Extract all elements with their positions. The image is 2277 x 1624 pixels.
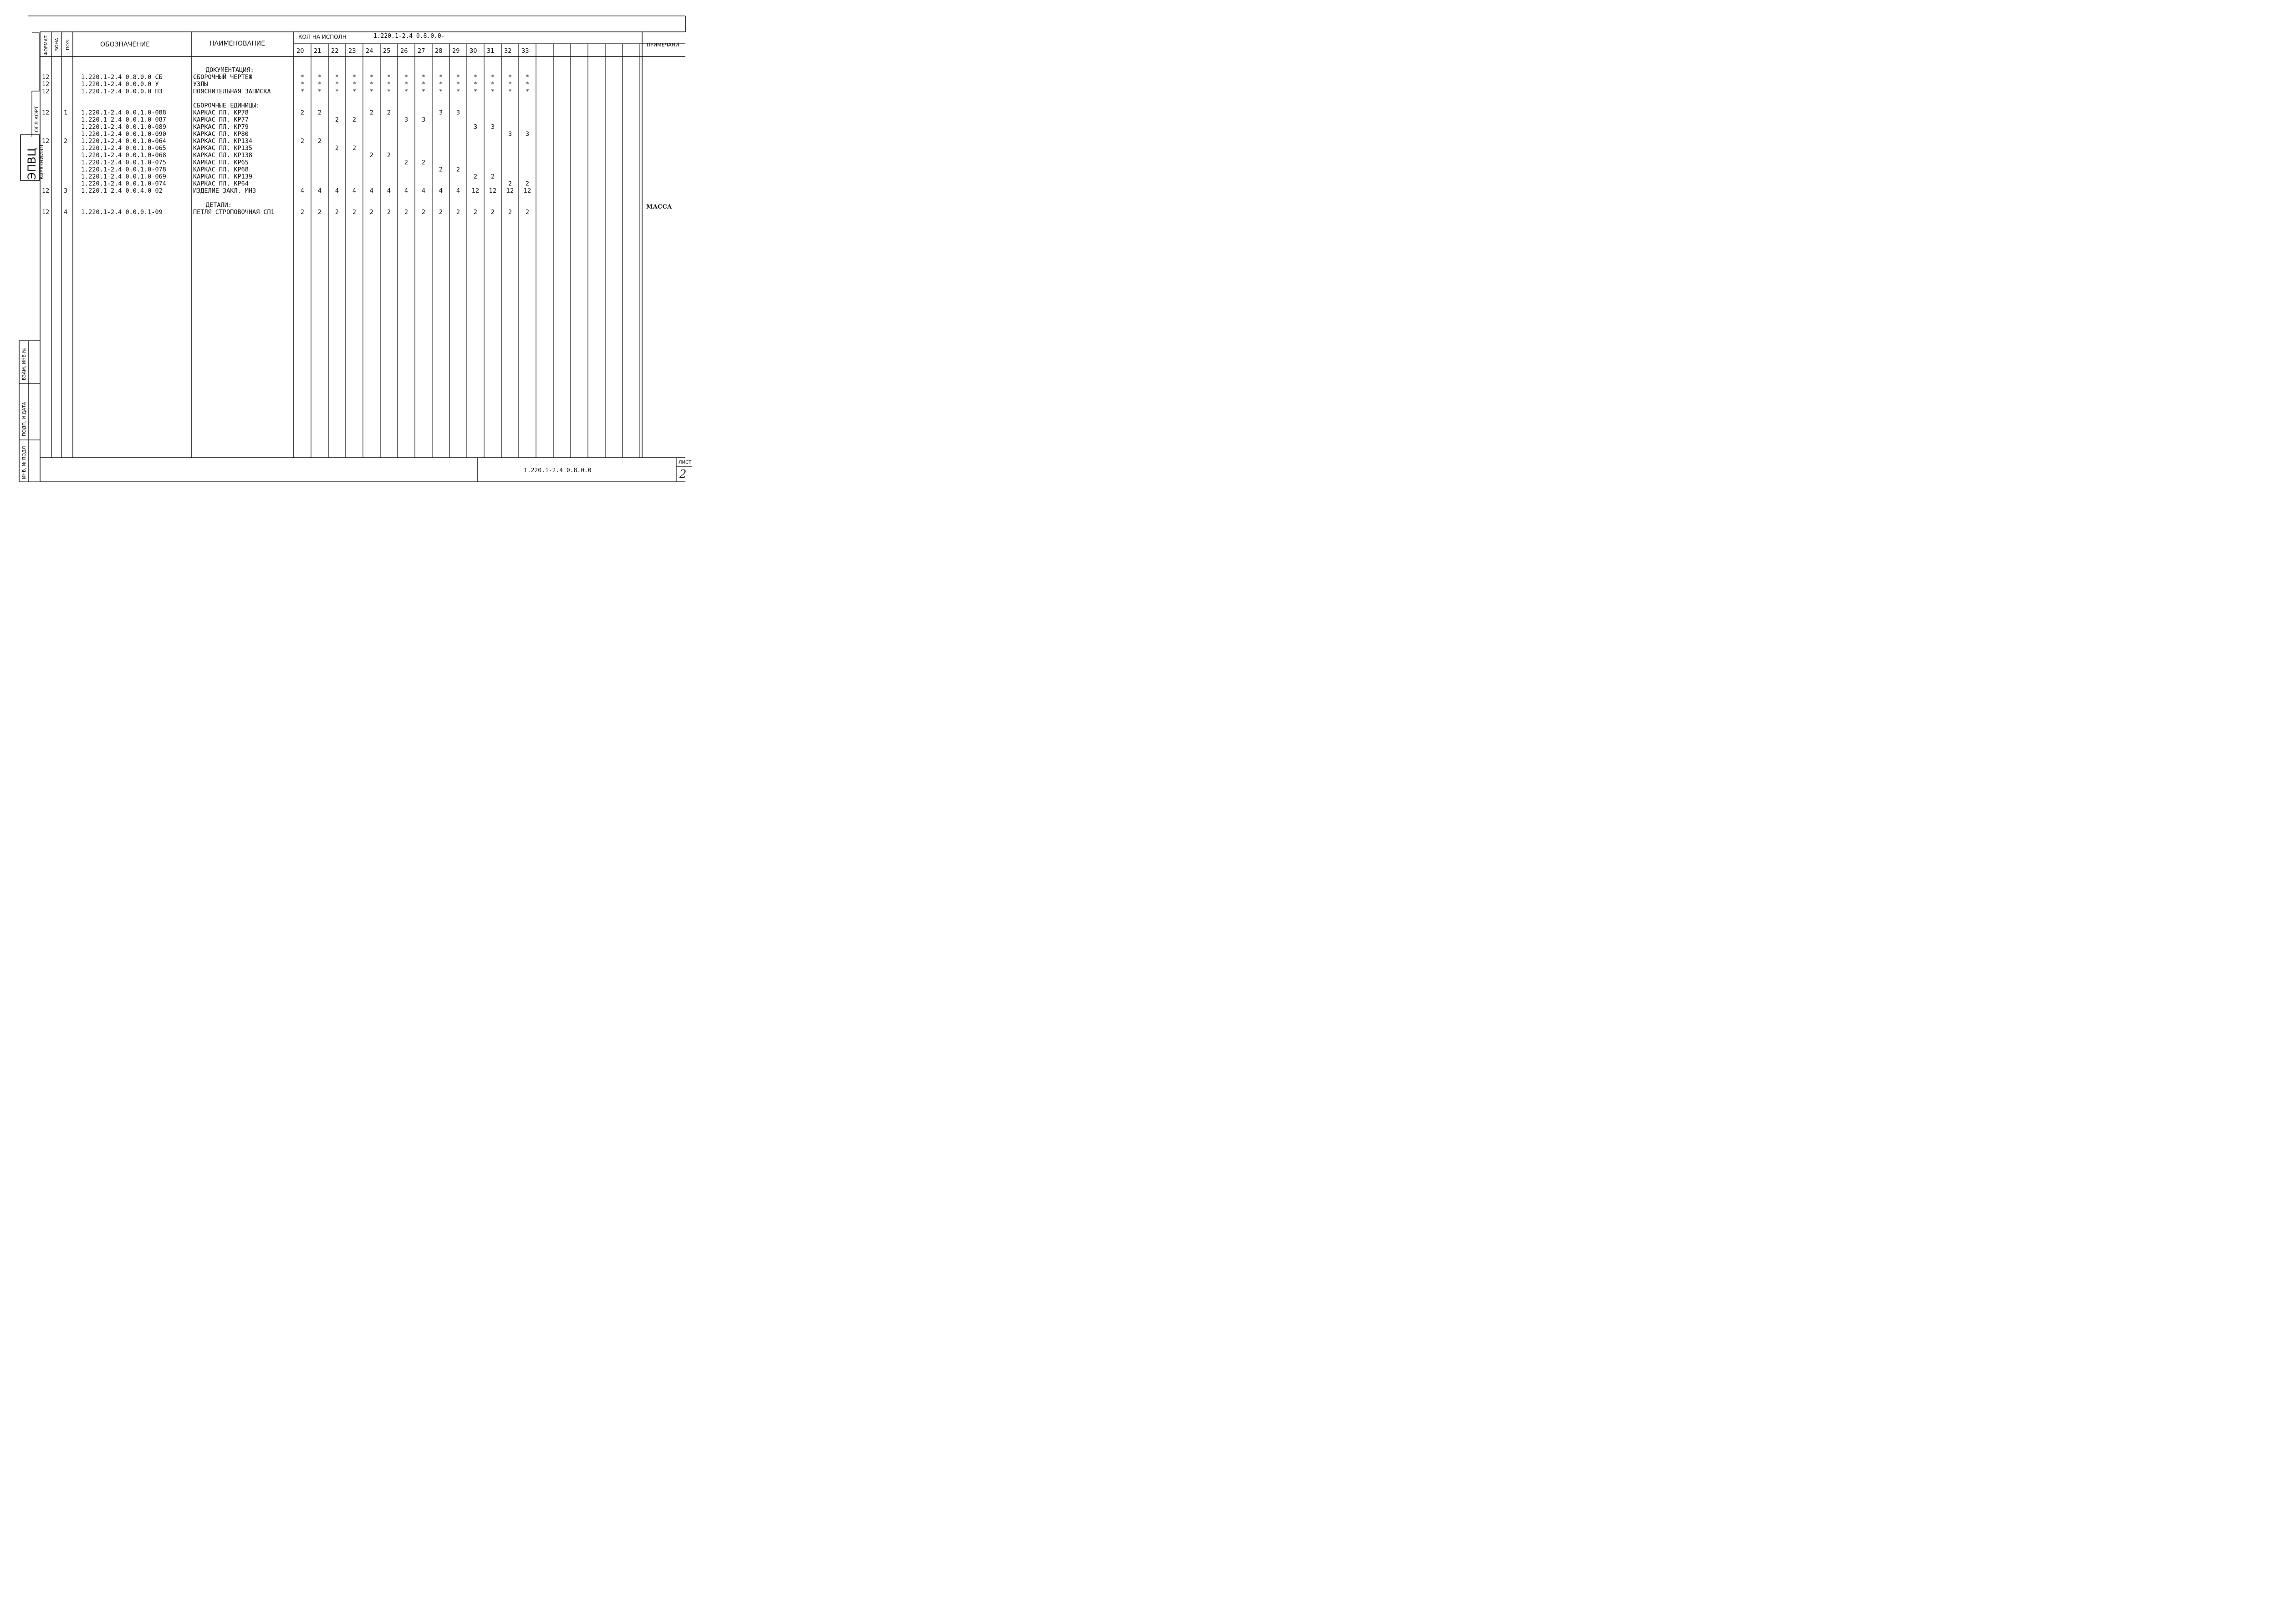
row-quantity: 4 [317, 188, 322, 195]
row-name: КАРКАС ПЛ. КР64 [193, 180, 249, 188]
section-heading: ДОКУМЕНТАЦИЯ: [206, 66, 254, 74]
row-quantity: 2 [473, 209, 478, 216]
row-quantity: 4 [352, 188, 357, 195]
row-name: ПЕТЛЯ СТРОПОВОЧНАЯ СП1 [193, 209, 275, 216]
row-quantity: 2 [335, 145, 339, 152]
row-quantity: 4 [369, 188, 374, 195]
row-quantity: * [508, 88, 512, 95]
row-designation: 1.220.1-2.4 0.0.1.0-065 [81, 144, 166, 152]
row-quantity: 3 [404, 117, 408, 124]
drawing-sheet [0, 0, 707, 494]
row-designation: 1.220.1-2.4 0.0.0.1-09 [81, 209, 163, 216]
row-quantity: 4 [300, 188, 305, 195]
variant-number: 21 [314, 48, 322, 55]
section-heading: ДЕТАЛИ: [206, 201, 232, 209]
row-quantity: 2 [490, 209, 495, 216]
row-name: КАРКАС ПЛ. КР135 [193, 144, 253, 152]
row-format: 12 [42, 81, 50, 88]
row-quantity: 3 [508, 131, 512, 138]
variant-number: 20 [296, 48, 304, 55]
row-quantity: * [526, 81, 529, 88]
row-position: 2 [64, 138, 68, 145]
row-designation: 1.220.1-2.4 0.0.1.0-068 [81, 152, 166, 159]
row-quantity: * [318, 74, 322, 81]
row-name: КАРКАС ПЛ. КР77 [193, 116, 249, 124]
row-designation: 1.220.1-2.4 0.0.4.0-02 [81, 187, 163, 195]
row-designation: 1.220.1-2.4 0.0.0.0 У [81, 81, 159, 88]
header-format: ФОРМАТ [44, 35, 49, 56]
row-quantity: 2 [508, 209, 512, 216]
row-quantity: * [301, 74, 304, 81]
row-designation: 1.220.1-2.4 0.0.1.0-089 [81, 123, 166, 131]
row-designation: 1.220.1-2.4 0.0.1.0-088 [81, 109, 166, 117]
row-position: 4 [64, 209, 68, 216]
row-quantity: * [352, 81, 356, 88]
row-quantity: 2 [300, 209, 305, 216]
table-body [42, 66, 531, 216]
row-quantity: * [456, 88, 460, 95]
row-quantity: 3 [473, 123, 478, 131]
row-quantity: 2 [369, 209, 374, 216]
row-designation: 1.220.1-2.4 0.8.0.0 СБ [81, 73, 163, 81]
row-name: ПОЯСНИТЕЛЬНАЯ ЗАПИСКА [193, 87, 271, 95]
header-note: ПРИМЕЧАНИ [647, 42, 679, 48]
row-quantity: * [404, 88, 408, 95]
row-name: КАРКАС ПЛ. КР139 [193, 173, 253, 180]
row-designation: 1.220.1-2.4 0.0.1.0-087 [81, 116, 166, 124]
row-quantity: 12 [489, 188, 497, 195]
row-quantity: * [387, 88, 391, 95]
row-name: КАРКАС ПЛ. КР79 [193, 123, 249, 131]
row-quantity: 2 [300, 109, 305, 117]
row-quantity: * [387, 74, 391, 81]
row-quantity: 2 [317, 209, 322, 216]
row-quantity: * [456, 74, 460, 81]
row-designation: 1.220.1-2.4 0.0.1.0-069 [81, 173, 166, 180]
row-quantity: * [352, 88, 356, 95]
row-quantity: 2 [317, 109, 322, 117]
table-grid [40, 32, 685, 458]
inv-replace-label: ВЗАМ. ИНВ № [22, 348, 27, 380]
row-quantity: * [318, 88, 322, 95]
row-name: ИЗДЕЛИЕ ЗАКЛ. МН3 [193, 187, 256, 195]
row-format: 12 [42, 87, 50, 95]
row-quantity: 12 [506, 188, 514, 195]
row-quantity: * [439, 81, 443, 88]
row-quantity: 2 [439, 166, 443, 174]
variant-number: 27 [418, 48, 425, 55]
variant-column-lines [311, 44, 640, 458]
row-format: 12 [42, 209, 50, 216]
row-quantity: 12 [523, 188, 531, 195]
row-designation: 1.220.1-2.4 0.0.1.0-078 [81, 166, 166, 174]
row-designation: 1.220.1-2.4 0.0.1.0-075 [81, 158, 166, 166]
row-quantity: 2 [421, 209, 426, 216]
row-quantity: * [439, 74, 443, 81]
variant-number: 22 [331, 48, 339, 55]
row-quantity: 2 [456, 209, 460, 216]
row-quantity: * [370, 74, 373, 81]
row-quantity: * [474, 74, 477, 81]
sign-date-label: ПОДП. И ДАТА [22, 402, 27, 436]
variant-number: 29 [452, 48, 460, 55]
variant-headers [296, 48, 529, 55]
row-quantity: 4 [456, 188, 460, 195]
row-format: 12 [42, 138, 50, 145]
table-header [44, 33, 679, 56]
row-quantity: 2 [335, 117, 339, 124]
variant-number: 28 [435, 48, 443, 55]
row-name: КАРКАС ПЛ. КР138 [193, 152, 253, 159]
row-quantity: * [422, 88, 425, 95]
variant-number: 25 [383, 48, 391, 55]
header-designation: ОБОЗНАЧЕНИЕ [100, 41, 150, 48]
row-quantity: * [491, 81, 495, 88]
row-quantity: 2 [525, 180, 530, 188]
row-quantity: 2 [473, 174, 478, 180]
variant-number: 32 [504, 48, 512, 55]
row-format: 12 [42, 73, 50, 81]
row-quantity: * [335, 74, 339, 81]
row-quantity: 2 [335, 209, 339, 216]
row-quantity: 4 [421, 188, 426, 195]
row-quantity: 12 [471, 188, 480, 195]
row-quantity: * [335, 81, 339, 88]
row-quantity: * [404, 81, 408, 88]
row-quantity: * [301, 81, 304, 88]
side-stamp [19, 33, 45, 482]
inv-orig-label: ИНВ. № ПОДЛ [22, 446, 27, 479]
footer-code: 1.220.1-2.4 0.8.0.0 [524, 467, 592, 474]
variant-number: 33 [521, 48, 529, 55]
stamp-org: ЭПВЦ [26, 148, 38, 180]
row-quantity: * [370, 88, 373, 95]
row-quantity: 2 [352, 117, 357, 124]
row-quantity: * [387, 81, 391, 88]
row-quantity: 2 [387, 209, 391, 216]
row-quantity: * [422, 74, 425, 81]
row-position: 3 [64, 187, 68, 195]
row-quantity: 2 [352, 145, 357, 152]
row-quantity: 2 [421, 159, 426, 166]
row-designation: 1.220.1-2.4 0.0.1.0-064 [81, 138, 166, 145]
row-quantity: * [404, 74, 408, 81]
footer-sheet-number: 2 [679, 468, 687, 480]
variant-number: 26 [400, 48, 408, 55]
row-quantity: 3 [421, 117, 426, 124]
row-quantity: 2 [525, 209, 530, 216]
variant-number: 30 [470, 48, 477, 55]
row-name: КАРКАС ПЛ. КР78 [193, 109, 249, 117]
row-quantity: * [491, 74, 495, 81]
row-quantity: * [526, 88, 529, 95]
row-designation: 1.220.1-2.4 0.0.1.0-074 [81, 180, 166, 188]
note-mass: МАССА [646, 204, 672, 210]
row-quantity: 2 [369, 152, 374, 159]
row-quantity: 2 [439, 209, 443, 216]
variant-number: 23 [348, 48, 356, 55]
row-quantity: * [508, 81, 512, 88]
variant-number: 31 [487, 48, 495, 55]
row-quantity: * [422, 81, 425, 88]
header-pos: ПОЗ. [66, 39, 71, 50]
header-zone: ЗОНА [55, 38, 60, 51]
row-quantity: * [370, 81, 373, 88]
row-quantity: 4 [387, 188, 391, 195]
row-quantity: * [508, 74, 512, 81]
row-quantity: 2 [508, 180, 512, 188]
row-quantity: 2 [369, 109, 374, 117]
stamp-extra: ОГЛ КОРТ [34, 106, 40, 132]
row-quantity: 3 [525, 131, 530, 138]
row-quantity: 4 [335, 188, 339, 195]
row-name: КАРКАС ПЛ. КР65 [193, 158, 249, 166]
row-quantity: * [474, 88, 477, 95]
row-name: КАРКАС ПЛ. КР68 [193, 166, 249, 174]
row-quantity: 2 [456, 166, 460, 174]
row-quantity: * [491, 88, 495, 95]
row-quantity: 3 [456, 109, 460, 117]
row-name: УЗЛЫ [193, 81, 208, 88]
header-name: НАИМЕНОВАНИЕ [209, 40, 265, 47]
row-designation: 1.220.1-2.4 0.0.0.0 ПЗ [81, 87, 163, 95]
row-name: КАРКАС ПЛ. КР134 [193, 138, 253, 145]
row-name: КАРКАС ПЛ. КР80 [193, 130, 249, 138]
title-block [524, 460, 692, 480]
row-quantity: 2 [317, 138, 322, 145]
row-position: 1 [64, 109, 68, 117]
footer-sheet-label: ЛИСТ [679, 460, 692, 465]
row-format: 12 [42, 109, 50, 117]
header-qty-code: 1.220.1-2.4 0.8.0.0- [373, 33, 445, 40]
row-quantity: 3 [439, 109, 443, 117]
row-quantity: 2 [404, 159, 408, 166]
row-quantity: 3 [490, 123, 495, 131]
row-quantity: * [439, 88, 443, 95]
stamp-sub: КиевЗНИИЭП [39, 145, 45, 179]
row-quantity: * [474, 81, 477, 88]
row-quantity: 2 [490, 174, 495, 180]
variant-number: 24 [366, 48, 373, 55]
row-quantity: 2 [300, 138, 305, 145]
row-quantity: 4 [404, 188, 408, 195]
row-quantity: 2 [387, 152, 391, 159]
header-qty-label: КОЛ НА ИСПОЛН [298, 34, 347, 40]
row-quantity: 2 [352, 209, 357, 216]
row-name: СБОРОЧНЫЙ ЧЕРТЕЖ [193, 73, 253, 81]
row-quantity: 2 [387, 109, 391, 117]
row-quantity: * [526, 74, 529, 81]
row-quantity: * [352, 74, 356, 81]
row-name: СБОРОЧНЫЕ ЕДИНИЦЫ: [193, 102, 260, 109]
row-quantity: * [301, 88, 304, 95]
row-designation: 1.220.1-2.4 0.0.1.0-090 [81, 130, 166, 138]
row-quantity: * [335, 88, 339, 95]
row-quantity: * [318, 81, 322, 88]
row-quantity: 2 [404, 209, 408, 216]
row-quantity: * [456, 81, 460, 88]
row-quantity: 4 [439, 188, 443, 195]
row-format: 12 [42, 187, 50, 195]
